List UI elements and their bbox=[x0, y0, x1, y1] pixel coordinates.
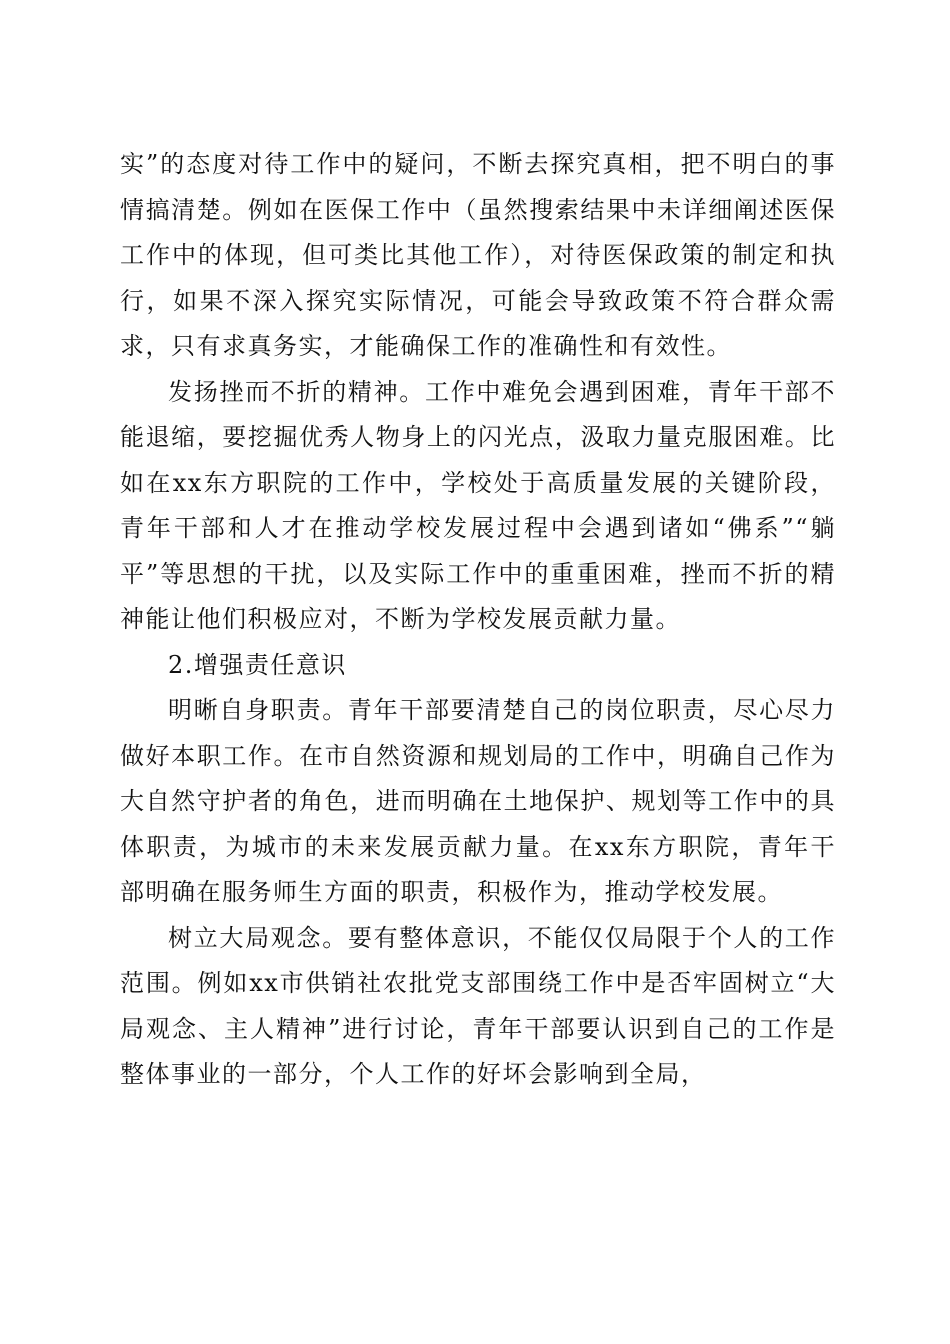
paragraph-continuation: 实”的态度对待工作中的疑问，不断去探究真相，把不明白的事情搞清楚。例如在医保工作中（虽然搜索结果中未详细阐述医保工作中的体现，但可类比其他工作），对待医保政策的制定和执行，如果不深入探究实际情况，可能会导致政策不符合群众需求，只有求真务实，才能确保工作的准确性和有效性。 bbox=[120, 150, 836, 360]
document-body bbox=[120, 142, 836, 1098]
section-heading-responsibility: 2.增强责任意识 bbox=[168, 650, 347, 679]
paragraph-big-picture: 树立大局观念。要有整体意识，不能仅仅局限于个人的工作范围。例如xx市供销社农批党支部围绕工作中是否牢固树立“大局观念、主人精神”进行讨论，青年干部要认识到自己的工作是整体事业的一部分，个人工作的好坏会影响到全局， bbox=[120, 923, 836, 1088]
paragraph-resilience: 发扬挫而不折的精神。工作中难免会遇到困难，青年干部不能退缩，要挖掘优秀人物身上的闪光点，汲取力量克服困难。比如在xx东方职院的工作中，学校处于高质量发展的关键阶段，青年干部和人才在推动学校发展过程中会遇到诸如“佛系”“躺平”等思想的干扰，以及实际工作中的重重困难，挫而不折的精神能让他们积极应对，不断为学校发展贡献力量。 bbox=[120, 377, 836, 633]
paragraph-duties: 明晰自身职责。青年干部要清楚自己的岗位职责，尽心尽力做好本职工作。在市自然资源和规划局的工作中，明确自己作为大自然守护者的角色，进而明确在土地保护、规划等工作中的具体职责，为城市的未来发展贡献力量。在xx东方职院，青年干部明确在服务师生方面的职责，积极作为，推动学校发展。 bbox=[120, 696, 836, 906]
